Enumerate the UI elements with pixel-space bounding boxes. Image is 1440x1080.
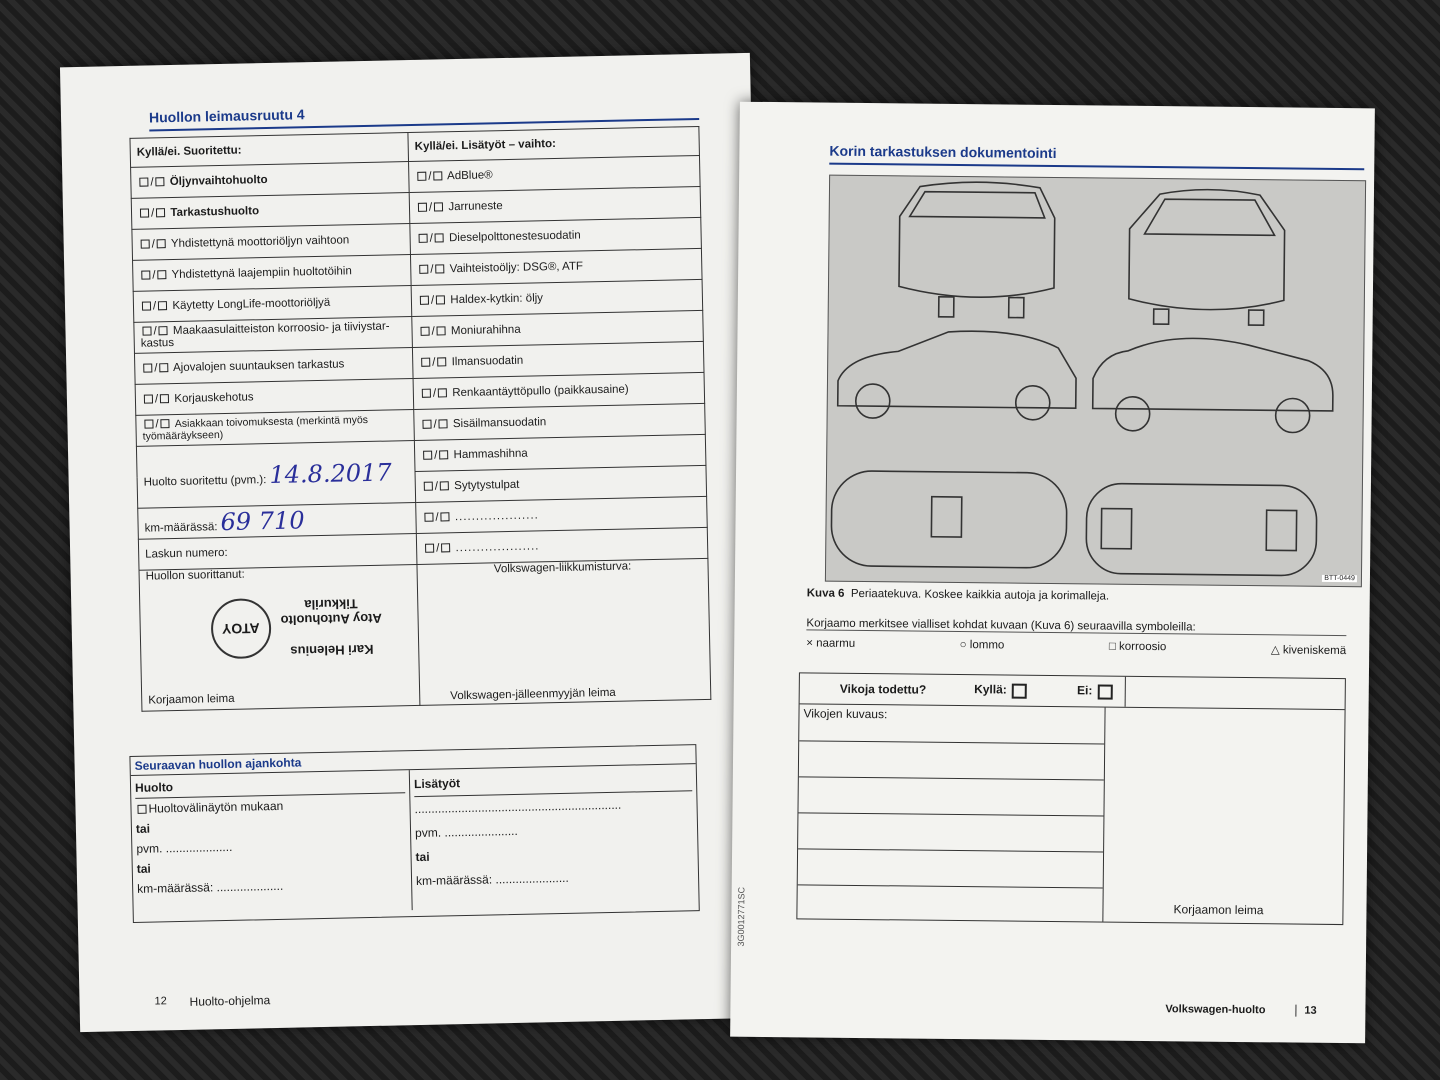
symbol-corrosion: □ korroosio [1108,640,1167,654]
checkbox[interactable] [439,451,448,460]
shop-stamp-label: Korjaamon leima [148,692,235,707]
col1-header: Kyllä/ei. Suoritettu: [130,133,409,168]
left-page-title: Huollon leimausruutu 4 [148,106,305,126]
checkbox[interactable] [137,805,146,814]
car-underside-view [1086,483,1317,575]
invoice-cell[interactable]: Laskun numero: [138,533,417,570]
service-table [129,126,711,712]
figure-caption: Kuva 6 Periaatekuva. Koskee kaikkia autoja ja korimalleja. [806,587,1110,603]
service-row[interactable]: / Ajovalojen suuntauksen tarkastus [134,348,413,385]
next-service-row[interactable]: Huoltovälinäytön mukaan [135,793,405,819]
checkbox[interactable] [441,544,450,553]
service-row[interactable]: / Tarkastushuolto [131,193,410,230]
extra-row[interactable]: / Jarruneste [409,186,701,223]
checkbox[interactable] [423,451,432,460]
checkbox[interactable] [144,395,153,404]
checkbox[interactable] [437,327,446,336]
checkbox[interactable] [142,327,151,336]
car-top-view [831,471,1067,568]
document-code: 3G0012771SC [735,886,747,947]
defects-question: Vikoja todettu? [839,681,927,697]
vw-mobility-label: Volkswagen-liikkumisturva: [493,560,632,576]
handwritten-date: 14.8.2017 [269,457,392,489]
car-front-view [1129,189,1285,326]
service-row[interactable]: / Maakaasulaitteiston korroosio- ja tiiviystar-kastus [134,317,413,354]
date-label: Huolto suoritettu (pvm.): [143,473,267,489]
defects-box [796,672,1346,925]
checkbox[interactable] [144,420,153,429]
checkbox[interactable] [418,203,427,212]
no-checkbox[interactable] [1098,684,1113,699]
title-underline [829,163,1364,171]
checkbox[interactable] [420,327,429,336]
checkbox[interactable] [139,178,148,187]
shop-stamp-area[interactable] [1103,708,1344,924]
checkbox[interactable] [421,358,430,367]
checkbox[interactable] [424,513,433,522]
checkbox[interactable] [160,395,169,404]
car-diagram[interactable] [825,175,1366,588]
right-page [730,102,1375,1044]
checkbox[interactable] [141,240,150,249]
instruction-text: Korjaamo merkitsee vialliset kohdat kuvaan (Kuva 6) seuraavilla symboleilla: [806,617,1346,636]
checkbox[interactable] [141,271,150,280]
extra-row[interactable]: / Sytytystulpat [415,465,707,502]
checkbox[interactable] [434,203,443,212]
checkbox[interactable] [159,327,168,336]
km-label: km-määrässä: [144,521,218,535]
checkbox[interactable] [441,513,450,522]
handwritten-km: 69 710 [220,506,305,537]
car-rear-view [899,181,1055,318]
checkbox[interactable] [142,302,151,311]
checkbox[interactable] [420,296,429,305]
service-row[interactable]: / Yhdistettynä laajempiin huoltotöihin [133,255,412,292]
checkbox[interactable] [159,364,168,373]
left-footer-title: Huolto-ohjelma [189,993,271,1009]
service-row[interactable]: / Asiakkaan toivomuksesta (merkintä myös työmääräykseen) [136,409,415,446]
checkbox[interactable] [422,420,431,429]
checkbox[interactable] [424,482,433,491]
date-cell[interactable] [136,440,415,508]
dealer-stamp-label: Volkswagen-jälleenmyyjän leima [450,686,616,703]
checkbox[interactable] [157,240,166,249]
col2-header: Kyllä/ei. Lisätyöt – vaihto: [408,126,700,161]
extra-row[interactable]: / Ilmansuodatin [412,341,704,378]
right-footer-title: Volkswagen-huolto [1165,1003,1266,1017]
service-row[interactable]: / Korjauskehotus [135,379,414,416]
checkbox[interactable] [143,364,152,373]
extra-row[interactable]: / .................... [416,496,708,533]
extra-row[interactable]: / Haldex-kytkin: öljy [411,279,703,316]
defects-no[interactable]: Ei: [1077,684,1115,700]
service-row[interactable]: / Öljynvaihtohuolto [131,162,410,199]
checkbox[interactable] [419,234,428,243]
checkbox[interactable] [158,302,167,311]
checkbox[interactable] [140,209,149,218]
checkbox[interactable] [157,271,166,280]
checkbox[interactable] [435,234,444,243]
extra-row[interactable]: / Dieselpolttonestesuodatin [410,217,702,254]
extra-row[interactable]: / Vaihteistoöljy: DSG®, ATF [410,248,702,285]
next-service-col1: Huolto Huoltovälinäytön mukaan tai pvm. .................... tai km-määrässä: .................... [131,770,413,916]
extra-row[interactable]: / Sisäilmansuodatin [414,403,706,440]
checkbox[interactable] [439,420,448,429]
extra-row[interactable]: / .................... [416,527,708,564]
checkbox[interactable] [419,265,428,274]
defects-description[interactable]: Vikojen kuvaus: [797,704,1105,921]
checkbox[interactable] [161,420,170,429]
checkbox[interactable] [156,178,165,187]
extra-row[interactable]: / Hammashihna [414,434,706,471]
extra-row[interactable]: / AdBlue® [409,155,701,192]
checkbox[interactable] [436,296,445,305]
stamp-logo: ATOY [210,599,271,660]
checkbox[interactable] [417,172,426,181]
dealer-cell[interactable] [417,558,711,705]
yes-checkbox[interactable] [1012,683,1027,698]
extra-row[interactable]: / Renkaantäyttöpullo (paikkausaine) [413,372,705,409]
left-page-number: 12 [154,995,167,1008]
service-row[interactable]: / Yhdistettynä moottoriöljyn vaihtoon [132,224,411,261]
next-service-col2: Lisätyöt .............................................................. pvm. ...................... tai km-määrässä: ...................... [410,764,699,910]
right-page-number: 13 [1295,1005,1316,1017]
checkbox[interactable] [435,265,444,274]
next-service-title: Seuraavan huollon ajankohta [130,745,695,776]
service-row[interactable]: / Käytetty LongLife-moottoriöljyä [133,286,412,323]
performer-label: Huollon suorittanut: [145,568,245,583]
workshop-stamp: Kari Helenius Atoy Autohuolto Tikkurila ATOY [210,596,383,661]
shop-stamp-label: Korjaamon leima [1173,902,1264,918]
symbol-stone-chip: △ kiveniskemä [1270,644,1347,658]
car-side-right [1092,337,1333,433]
car-outlines [826,176,1365,587]
performer-cell[interactable] [139,564,420,711]
symbol-scratch: × naarmu [806,637,856,650]
left-page [60,53,770,1032]
right-page-title: Korin tarkastuksen dokumentointi [829,142,1057,162]
symbol-dent: ○ lommo [959,639,1005,652]
checkbox[interactable] [422,389,431,398]
car-side-left [838,330,1077,420]
checkbox[interactable] [425,544,434,553]
figure-code: BTT-0449 [1324,574,1355,583]
checkbox[interactable] [437,358,446,367]
checkbox[interactable] [438,389,447,398]
extra-row[interactable]: / Moniurahihna [412,310,704,347]
next-service-box [129,744,699,923]
checkbox[interactable] [440,482,449,491]
symbol-legend [806,637,1346,657]
checkbox[interactable] [156,209,165,218]
checkbox[interactable] [433,172,442,181]
defects-yes[interactable]: Kyllä: [974,683,1029,699]
